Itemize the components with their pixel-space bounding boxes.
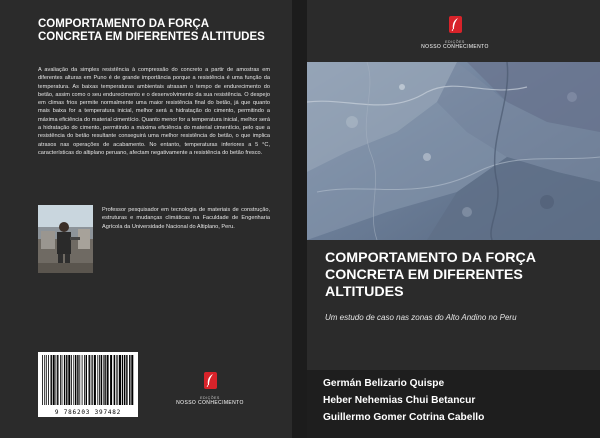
barcode-bar	[84, 355, 85, 405]
barcode-bar	[94, 355, 96, 405]
publisher-name: NOSSO CONHECIMENTO	[176, 400, 244, 406]
barcode-bar	[91, 355, 92, 405]
publisher-logo-front	[410, 16, 500, 50]
barcode-bar	[104, 355, 105, 405]
front-cover-title: COMPORTAMENTO DA FORÇA CONCRETA EM DIFERENTES ALTITUDES	[325, 250, 536, 300]
publisher-logo-back	[175, 372, 245, 406]
barcode-bar	[129, 355, 130, 405]
author-name: Germán Belizario Quispe	[323, 378, 445, 389]
barcode-bar	[97, 355, 98, 405]
isbn-barcode	[38, 352, 138, 417]
publisher-name: NOSSO CONHECIMENTO	[421, 44, 489, 50]
barcode-bar	[107, 355, 109, 405]
barcode-bar	[57, 355, 58, 405]
back-cover	[0, 0, 292, 438]
barcode-bar	[103, 355, 104, 405]
barcode-number: 9 786203 397482	[54, 409, 122, 416]
barcode-bar	[79, 355, 80, 405]
barcode-bar	[77, 355, 78, 405]
barcode-bar	[62, 355, 63, 405]
barcode-bar	[44, 355, 45, 405]
barcode-bar	[66, 355, 67, 405]
book-spine	[292, 0, 307, 438]
barcode-bar	[53, 355, 55, 405]
feather-icon	[449, 16, 462, 33]
barcode-bar	[75, 355, 76, 405]
publisher-label-small: EDIÇÕES	[445, 40, 465, 44]
barcode-bar	[92, 355, 93, 405]
front-cover	[307, 0, 600, 438]
barcode-bar	[119, 355, 121, 405]
barcode-bar	[64, 355, 65, 405]
barcode-bar	[86, 355, 87, 405]
barcode-bar	[101, 355, 102, 405]
barcode-bar	[82, 355, 83, 405]
barcode-bar	[124, 355, 125, 405]
barcode-bar	[73, 355, 74, 405]
publisher-label-small: EDIÇÕES	[200, 396, 220, 400]
barcode-bar	[42, 355, 43, 405]
barcode-bar	[110, 355, 112, 405]
barcode-bar	[131, 355, 133, 405]
barcode-bars	[38, 352, 138, 408]
barcode-bar	[116, 355, 117, 405]
front-cover-subtitle: Um estudo de caso nas zonas do Alto Andino no Peru	[325, 313, 517, 322]
barcode-bar	[114, 355, 115, 405]
feather-icon	[204, 372, 217, 389]
barcode-bar	[122, 355, 123, 405]
cover-image-concrete-texture	[307, 62, 600, 240]
author-name: Heber Nehemias Chui Betancur	[323, 395, 476, 406]
authors-band	[307, 370, 600, 438]
author-name: Guillermo Gomer Cotrina Cabello	[323, 412, 485, 423]
back-cover-title: COMPORTAMENTO DA FORÇA CONCRETA EM DIFERENTES ALTITUDES	[38, 18, 265, 43]
author-bio: Professor pesquisador em tecnologia de materiais de construção, estruturas e mudanças climáticas na Faculdade de Engenharia Agrícola da Universidade Nacional do Altiplano, Peru.	[102, 207, 270, 230]
barcode-bar	[60, 355, 61, 405]
barcode-bar	[99, 355, 100, 405]
barcode-bar	[56, 355, 57, 405]
barcode-bar	[48, 355, 49, 405]
barcode-bar	[71, 355, 72, 405]
back-cover-description: A avaliação da simples resistência à compressão do concreto a partir de amostras em diferentes alturas em Puno é de grande importância porque a resistência é uma função da temperatura. As baixas temperaturas ambientais atrasam o tempo de endurecimento do betão, assim como o seu endurecimento e o desenvolvimento da sua resistência. O despejo em climas frios permite normalmente uma maior resistência final do betão, já que quanto mais baixa for a temperatura inicial, melhor será a hidratação do cimento, permitindo a máxima eficiência do material cimentício. Quanto menor for a temperatura inicial, melhor será a hidratação do cimento, permitindo a máxima eficiência do material cimentício, pelo que a resistência do betão resultante conseguirá uma melhor resistência do betão, o que implica atrasos nas operações de acabamento. No entanto, temperaturas inferiores a 5 °C, características do altiplano peruano, afectam negativamente a resistência do betão fresco.	[38, 67, 270, 156]
barcode-bar	[117, 355, 118, 405]
barcode-bar	[51, 355, 52, 405]
barcode-bar	[68, 355, 70, 405]
barcode-bar	[126, 355, 127, 405]
barcode-bar	[46, 355, 47, 405]
author-photo	[38, 205, 93, 273]
barcode-bar	[89, 355, 90, 405]
